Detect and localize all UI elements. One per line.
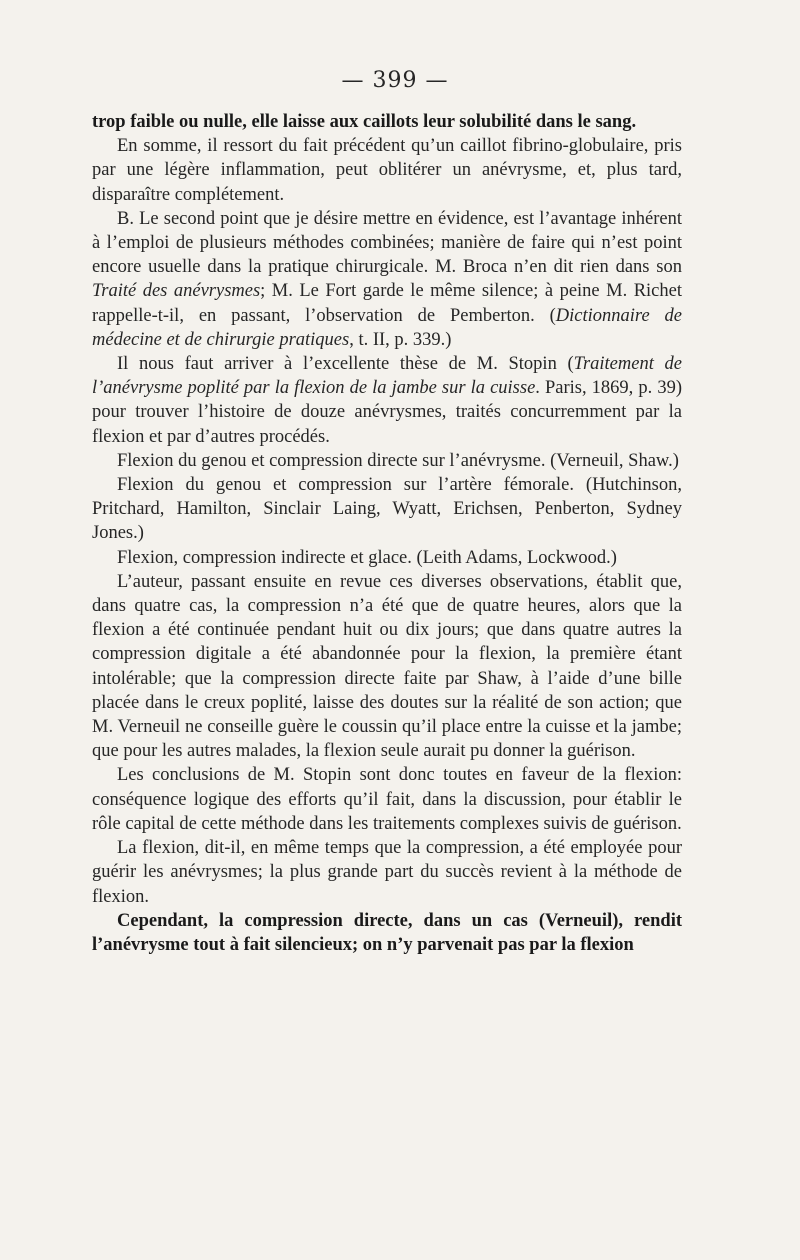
paragraph-conclusions: Les conclusions de M. Stopin sont donc toutes en faveur de la flexion: conséquence logique des efforts qu’il fait, dans la discussion, pour établir le rôle capital de cette méthode dans les traitements complexes suivis de guérison. bbox=[92, 765, 682, 834]
paragraph-flexion-femoral: Flexion du genou et compression sur l’artère fémorale. (Hutchinson, Pritchard, Hamilton, Sinclair Laing, Wyatt, Erichsen, Penberton, Sydney Jones.) bbox=[92, 475, 682, 544]
paragraph-observations: L’auteur, passant ensuite en revue ces diverses observations, établit que, dans quatre cas, la compression n’a été que de quatre heures, alors que la flexion a été continuée pendant huit ou dix jours; que dans quatre autres la compression digitale a été abandonnée pour la flexion, la première étant intolérable; que la compression directe faite par Shaw, à l’aide d’une bille placée dans le creux poplité, laisse des doutes sur la réalité de son action; que M. Verneuil ne conseille guère le coussin qu’il place entre la cuisse et la jambe; que pour les autres malades, la flexion seule aurait pu donner la guérison. bbox=[92, 571, 682, 762]
paragraph-text: ; M. Le Fort garde le même silence; à peine M. Richet rappelle-t-il, en passant, l’observation de Pemberton. ( bbox=[92, 281, 682, 326]
paragraph-stopin-thesis bbox=[92, 352, 682, 449]
paragraph-flexion-success: La flexion, dit-il, en même temps que la compression, a été employée pour guérir les anévrysmes; la plus grande part du succès revient à la méthode de flexion. bbox=[92, 838, 682, 907]
paragraph-text: , t. II, p. 339.) bbox=[349, 329, 452, 350]
dictionary-title-italic: Dictionnaire de médecine et de chirurgie pratiques bbox=[92, 305, 682, 350]
paragraph-flexion-ice: Flexion, compression indirecte et glace. (Leith Adams, Lockwood.) bbox=[117, 547, 617, 568]
paragraph-text: . Paris, 1869, p. 39) pour trouver l’histoire de douze anévrysmes, traités concurremment par la flexion et par d’autres procédés. bbox=[92, 378, 682, 447]
thesis-title-italic: Traitement de l’anévrysme poplité par la flexion de la jambe sur la cuisse bbox=[92, 354, 682, 399]
paragraph-combined-methods bbox=[92, 207, 682, 352]
paragraph-summary: En somme, il ressort du fait précédent qu’un caillot fibrino-globulaire, pris par une légère inflammation, peut oblitérer un anévrysme, et, plus tard, disparaître complétement. bbox=[92, 136, 682, 205]
paragraph-text: Il nous faut arriver à l’excellente thèse de M. Stopin ( bbox=[117, 354, 574, 375]
page-body-text bbox=[92, 110, 682, 957]
book-title-italic: Traité des anévrysmes bbox=[92, 281, 261, 302]
paragraph-continuation: trop faible ou nulle, elle laisse aux caillots leur solubilité dans le sang. bbox=[92, 112, 637, 132]
paragraph-flexion-direct: Flexion du genou et compression directe sur l’anévrysme. (Verneuil, Shaw.) bbox=[117, 450, 679, 471]
paragraph-text: B. Le second point que je désire mettre en évidence, est l’avantage inhérent à l’emploi de plusieurs méthodes combinées; manière de faire qui n’est point encore usuelle dans la pratique chirurgicale. M. Broca n’en dit rien dans son bbox=[92, 208, 682, 278]
paragraph-final-bold: Cependant, la compression directe, dans un cas (Verneuil), rendit l’anévrysme tout à fait silencieux; on n’y parvenait pas par la flexion bbox=[92, 910, 682, 955]
page-number: — 399 — bbox=[341, 68, 449, 93]
